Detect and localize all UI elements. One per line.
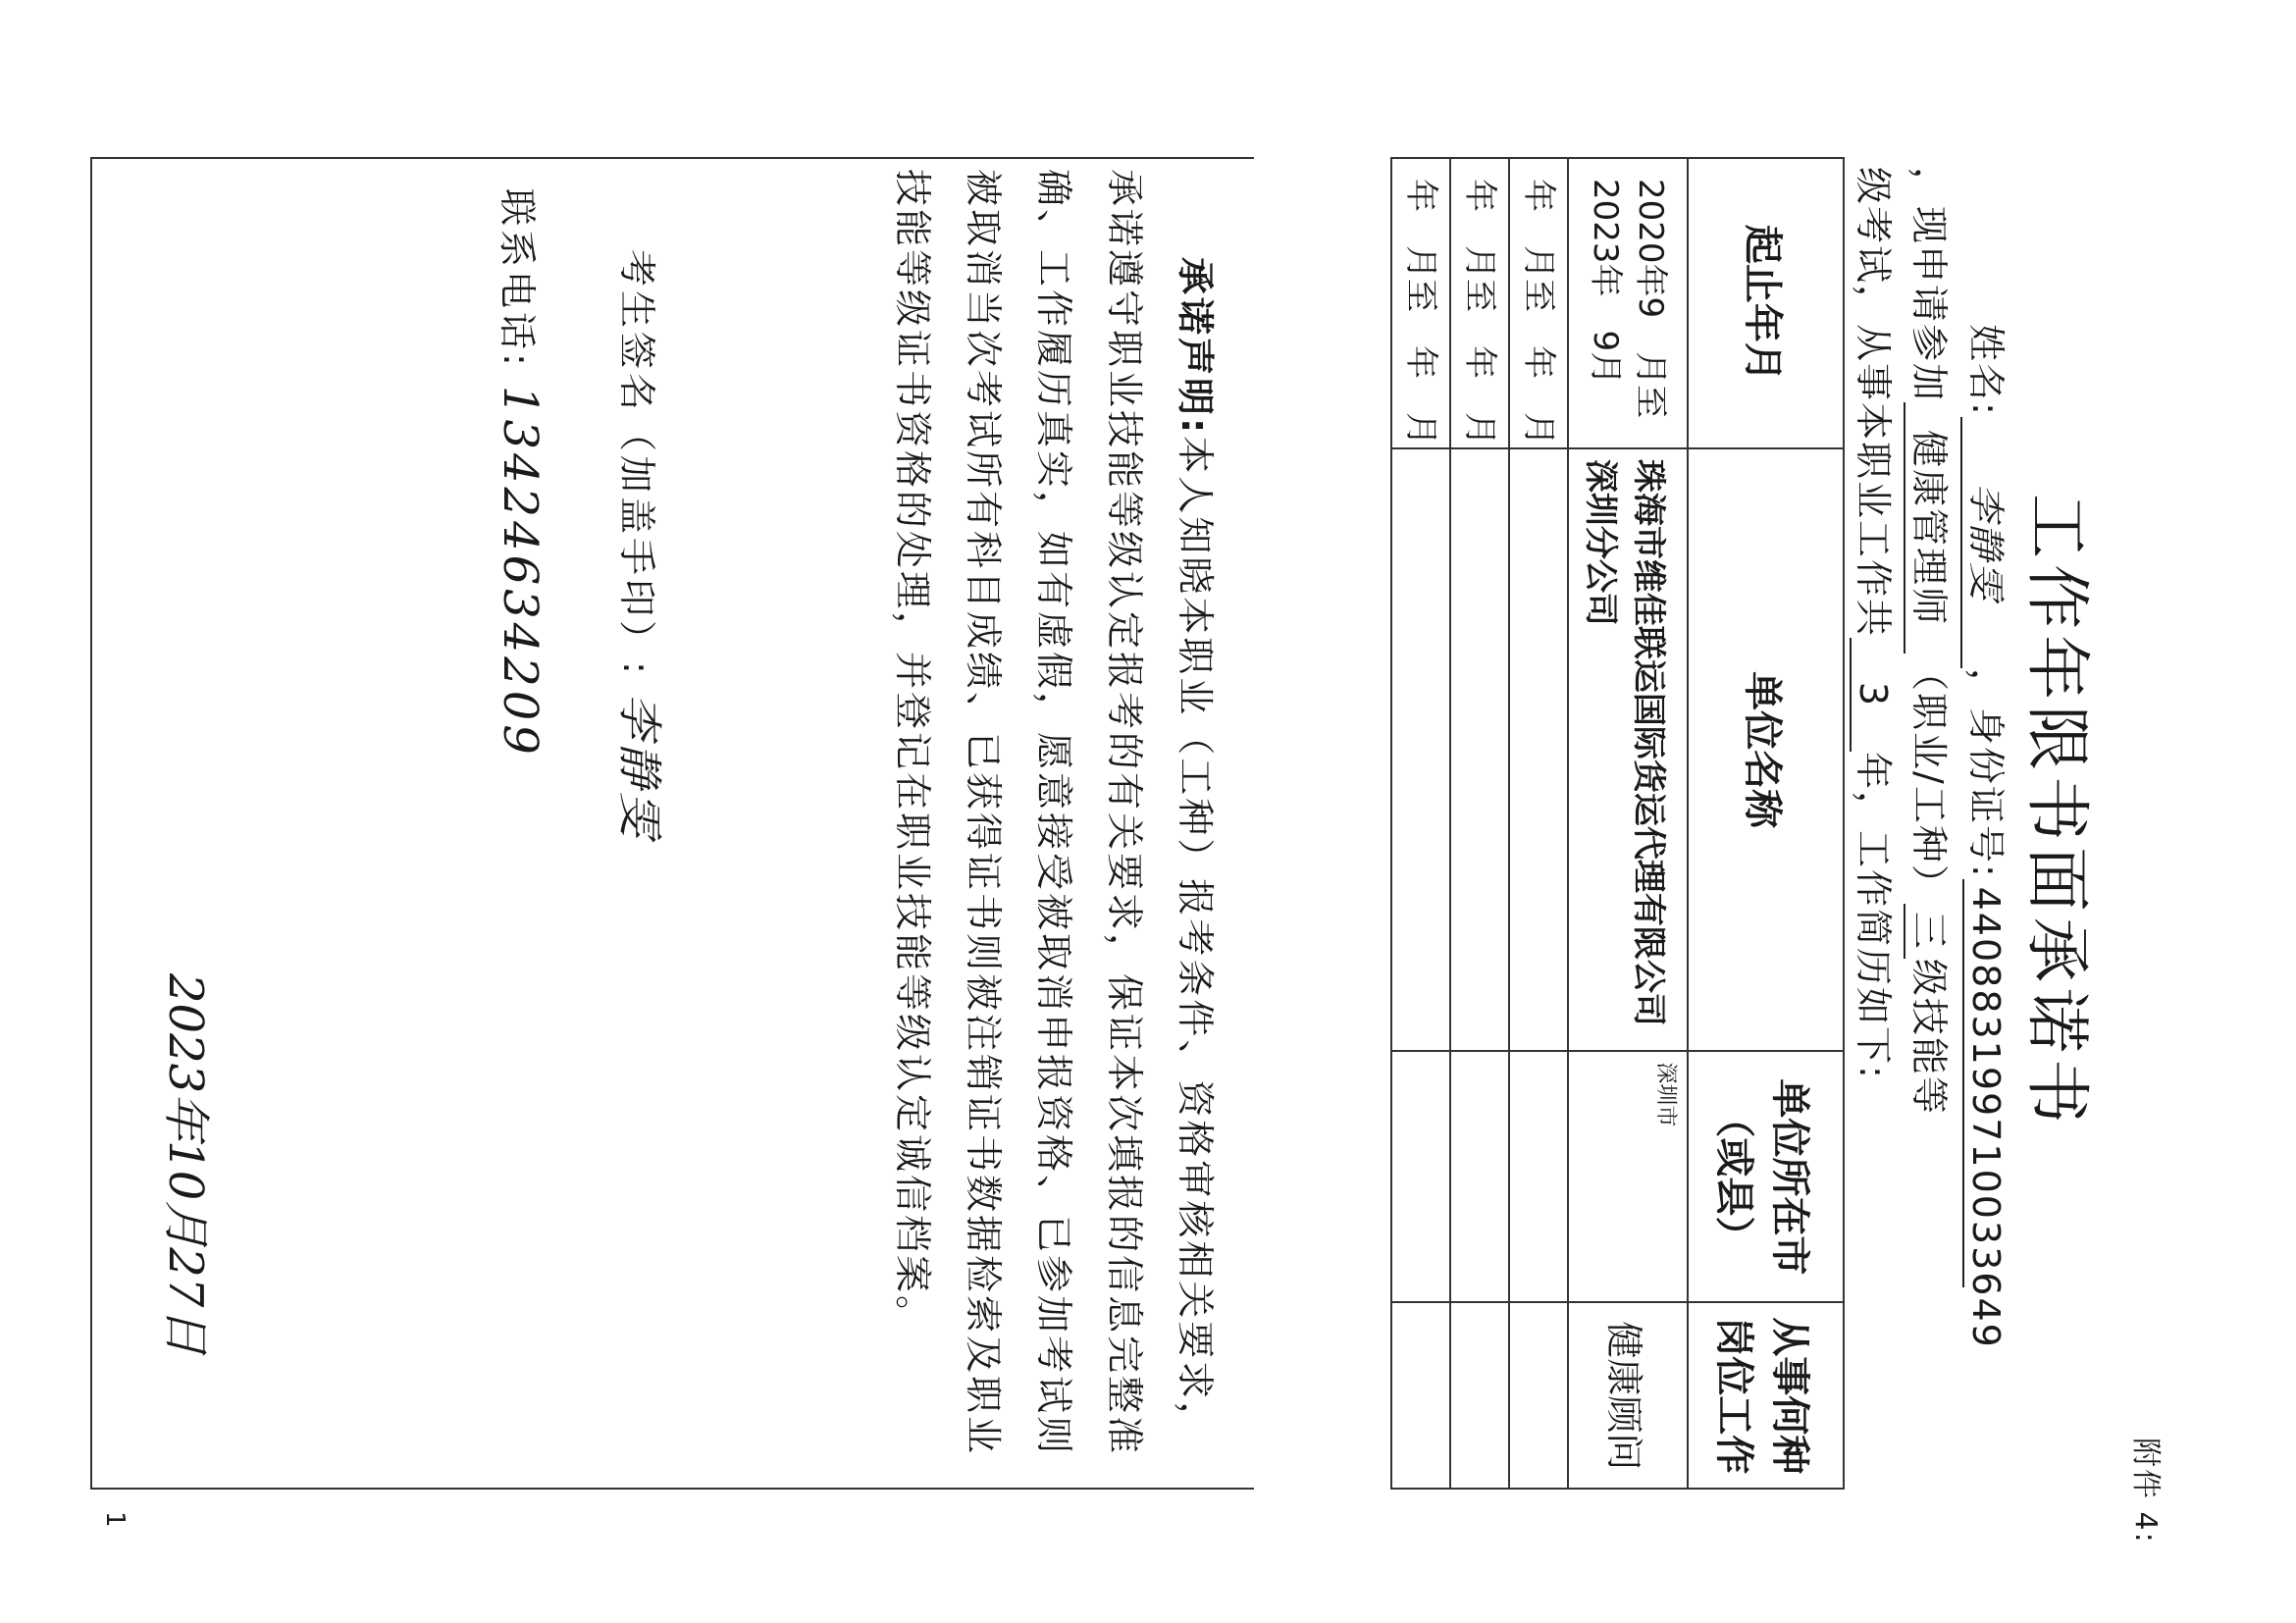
signed-date: 2023年10月27日: [158, 973, 213, 1355]
intro-line-3: [1850, 167, 1904, 1080]
apply-suffix: 级技能等: [1907, 958, 1951, 1116]
table-header-row: [1688, 158, 1844, 1489]
years-value: 3: [1850, 638, 1895, 752]
city-cell: [1450, 1051, 1509, 1302]
occupation-value: 健康管理师: [1904, 402, 1959, 654]
apply-prefix: ，现申请参加: [1907, 167, 1951, 403]
page-number: 1: [100, 1511, 130, 1528]
table-row: [1450, 158, 1509, 1489]
exam-suffix: 年，工作简历如下:: [1852, 752, 1895, 1080]
company-cell: [1450, 448, 1509, 1052]
intro-line-2: [1904, 167, 1959, 1116]
header-position: 从事何种岗位工作: [1688, 1302, 1844, 1489]
position-cell: [1450, 1302, 1509, 1489]
attachment-label: 附件 4:: [2128, 1438, 2163, 1544]
position-cell: [1391, 1302, 1450, 1489]
exam-prefix: 级考试，从事本职业工作共: [1852, 167, 1895, 639]
period-cell: 年 月至 年 月: [1450, 158, 1509, 448]
header-city: 单位所在市（或县）: [1688, 1051, 1844, 1302]
company-cell: [1509, 448, 1568, 1052]
position-cell: [1509, 1302, 1568, 1489]
level-value: 三: [1904, 904, 1959, 959]
period-cell: 2020年9 月至2023年 9月: [1568, 158, 1688, 448]
table-row: [1391, 158, 1450, 1489]
id-value: 440883199710033649: [1962, 879, 2008, 1287]
company-cell: [1391, 448, 1450, 1052]
name-value: 李静雯: [1960, 417, 2016, 668]
work-history-table: [1390, 157, 1845, 1490]
promise-heading: 承诺声明:: [1174, 257, 1217, 437]
name-label: 姓名:: [1964, 324, 2008, 417]
header-period: 起止年月: [1688, 158, 1844, 448]
table-row: [1509, 158, 1568, 1489]
city-cell: [1391, 1051, 1450, 1302]
promise-text: [877, 169, 1230, 1474]
phone-label: 联系电话:: [496, 188, 539, 370]
table-row: [1568, 158, 1688, 1489]
city-cell: 深圳市: [1568, 1051, 1688, 1302]
intro-line-1: [1960, 324, 2016, 1349]
period-cell: 年 月至 年 月: [1391, 158, 1450, 448]
signature-line: [610, 249, 675, 841]
city-cell: [1509, 1051, 1568, 1302]
company-cell: 珠海市维佳联运国际货运代理有限公司深圳分公司: [1568, 448, 1688, 1052]
period-cell: 年 月至 年 月: [1509, 158, 1568, 448]
id-label: ，身份证号:: [1964, 667, 2008, 879]
phone-line: [493, 188, 548, 759]
signature-label: 考生签名（加盖手印）:: [615, 249, 658, 678]
document-title: 工作年限书面承诺书: [2019, 494, 2095, 1129]
header-company: 单位名称: [1688, 448, 1844, 1052]
signature-value: 李静雯: [613, 693, 666, 841]
phone-value: 13424634209: [493, 385, 548, 759]
promise-body: 本人知晓本职业（工种）报考条件、资格审核相关要求，承诺遵守职业技能等级认定报考的有关要求，保证本次填报的信息完整准确、工作履历真实，如有虚假，愿意接受被取消申报资格、已参加考试则被取消当次考试所有科目成绩、已获得证书则被注销证书数据检索及职业技能等级证书资格的处理，并登记在职业技能等级认定诚信档案。: [891, 169, 1217, 1457]
promise-section: [90, 157, 1254, 1490]
position-cell: 健康顾问: [1568, 1302, 1688, 1489]
apply-middle: （职业/工种）: [1907, 654, 1951, 904]
